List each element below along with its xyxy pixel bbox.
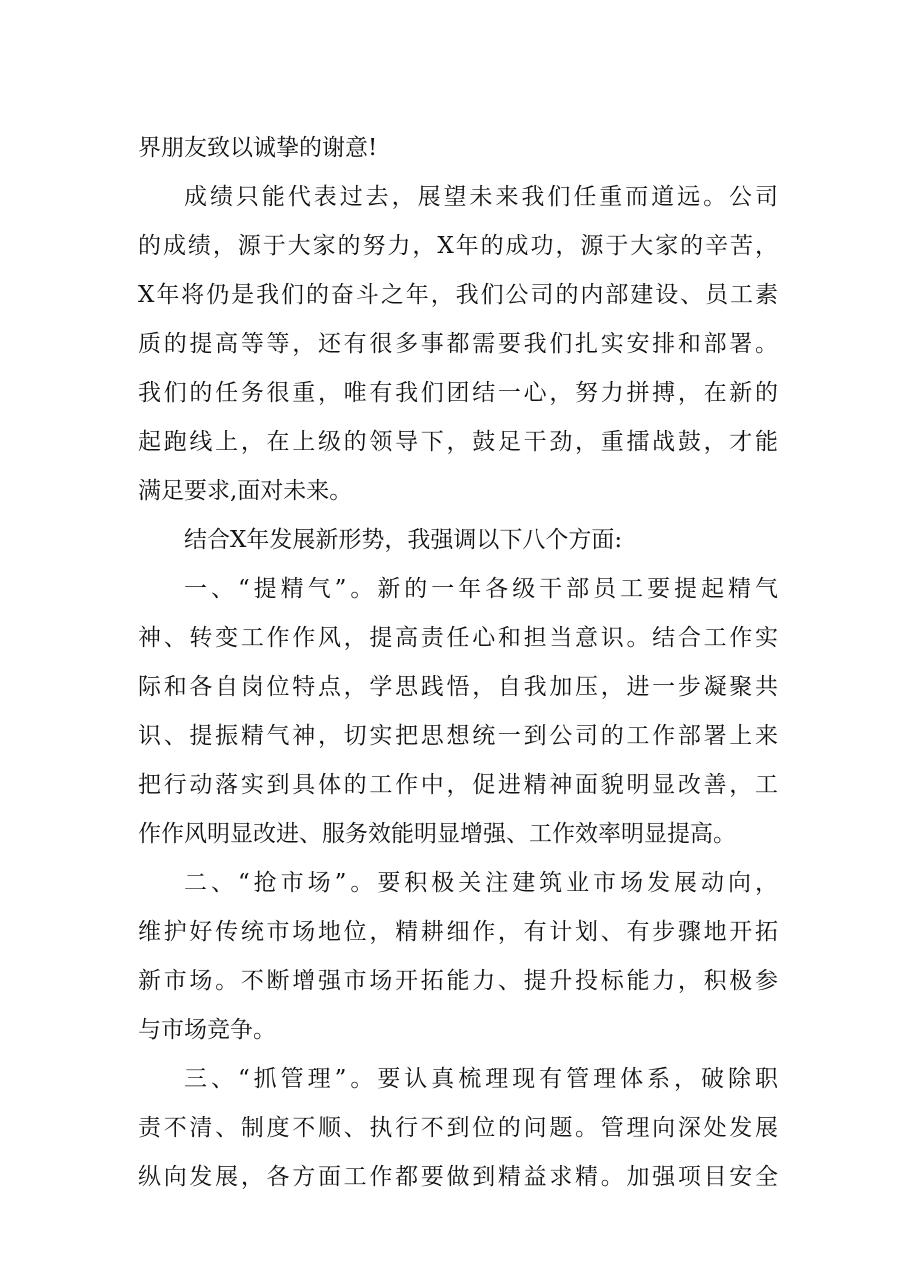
text-line: 一、“提精气”。新的一年各级干部员工要提起精气 — [184, 576, 778, 602]
text-line: 把行动落实到具体的工作中，促进精神面貌明显改善，工 — [138, 772, 778, 798]
text-line: 与市场竞争。 — [138, 1017, 276, 1043]
text-line: 维护好传统市场地位，精耕细作，有计划、有步骤地开拓 — [138, 919, 778, 945]
text-line: 作作风明显改进、服务效能明显增强、工作效率明显提高。 — [138, 821, 736, 847]
text-line: X年将仍是我们的奋斗之年，我们公司的内部建设、员工素 — [138, 282, 778, 308]
text-line: 界朋友致以诚挚的谢意! — [138, 135, 378, 161]
text-line: 三、“抓管理”。要认真梳理现有管理体系，破除职 — [184, 1066, 778, 1092]
text-line: 际和各自岗位特点，学思践悟，自我加压，进一步凝聚共 — [138, 674, 778, 700]
text-line: 二、“抢市场”。要积极关注建筑业市场发展动向， — [184, 870, 778, 896]
text-line: 成绩只能代表过去，展望未来我们任重而道远。公司 — [184, 184, 778, 210]
text-line: 新市场。不断增强市场开拓能力、提升投标能力，积极参 — [138, 968, 778, 994]
text-line: 起跑线上，在上级的领导下，鼓足干劲，重擂战鼓，才能 — [138, 429, 778, 455]
document-body — [138, 124, 778, 1202]
text-line: 满足要求,面对未来。 — [138, 478, 353, 504]
text-line: 质的提高等等，还有很多事都需要我们扎实安排和部署。 — [138, 331, 778, 357]
text-line: 纵向发展，各方面工作都要做到精益求精。加强项目安全 — [138, 1164, 778, 1190]
text-line: 的成绩，源于大家的努力，X年的成功，源于大家的辛苦， — [138, 233, 778, 259]
text-line: 识、提振精气神，切实把思想统一到公司的工作部署上来 — [138, 723, 778, 749]
text-line: 结合X年发展新形势，我强调以下八个方面: — [184, 527, 623, 553]
text-line: 责不清、制度不顺、执行不到位的问题。管理向深处发展 — [138, 1115, 778, 1141]
text-line: 我们的任务很重，唯有我们团结一心，努力拼搏，在新的 — [138, 380, 778, 406]
text-line: 神、转变工作作风，提高责任心和担当意识。结合工作实 — [138, 625, 778, 651]
